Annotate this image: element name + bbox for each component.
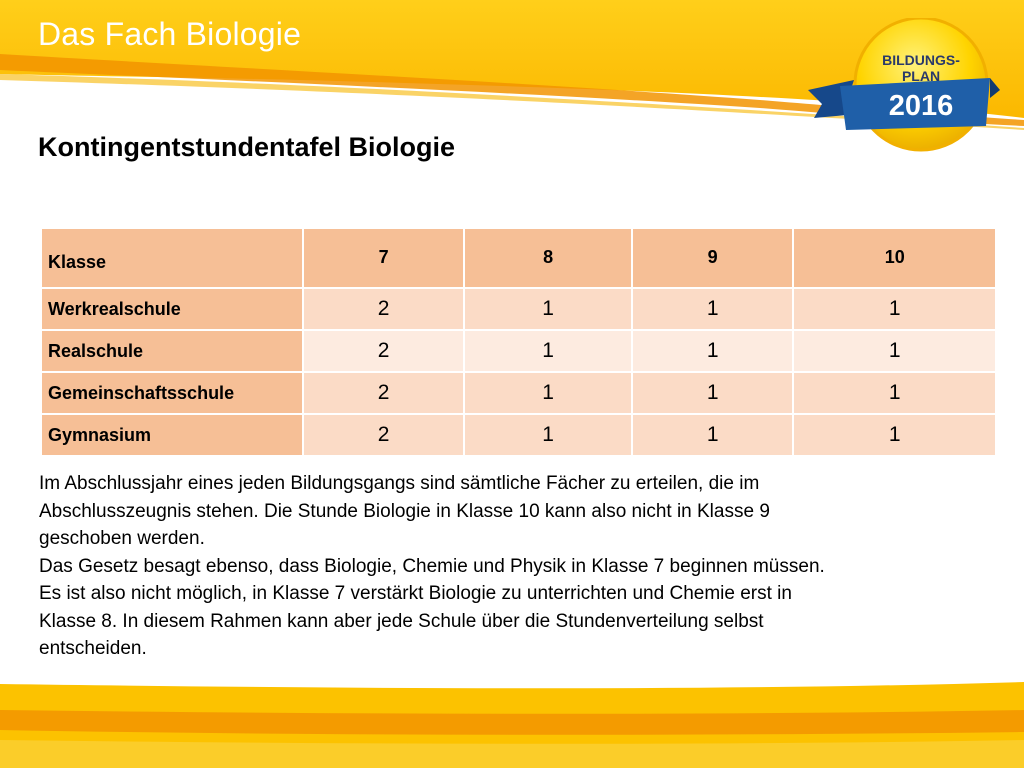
table-cell: 1: [632, 330, 794, 372]
table-cell: 1: [464, 414, 632, 456]
table-cell: 2: [303, 414, 465, 456]
text-line: Im Abschlussjahr eines jeden Bildungsgangs sind sämtliche Fächer zu erteilen, die im: [39, 473, 760, 494]
table-cell: 1: [464, 330, 632, 372]
text-line: Abschlusszeugnis stehen. Die Stunde Biologie in Klasse 10 kann also nicht in Klasse 9: [39, 500, 770, 522]
table-header-cell: Klasse: [41, 228, 303, 288]
table-header-cell: 10: [793, 228, 996, 288]
row-label: Werkrealschule: [41, 288, 303, 330]
page-title: Kontingentstundentafel Biologie: [38, 132, 455, 162]
table-cell: 1: [793, 330, 996, 372]
table-cell: 1: [632, 288, 794, 330]
table-cell: 1: [464, 372, 632, 414]
table-cell: 1: [632, 414, 794, 456]
text-line: geschoben werden.: [39, 528, 205, 549]
text-line: Klasse 8. In diesem Rahmen kann aber jede Schule über die Stundenverteilung selbst: [39, 610, 764, 632]
table-cell: 1: [793, 288, 996, 330]
table-cell: 2: [303, 330, 465, 372]
table-row: [41, 414, 996, 456]
kontingent-table: [40, 227, 997, 457]
text-line: entscheiden.: [39, 638, 147, 659]
explanation-text: [39, 470, 999, 663]
table-header-row: [41, 228, 996, 288]
table-row: [41, 330, 996, 372]
bildungsplan-badge-icon: [800, 18, 1000, 158]
table-cell: 2: [303, 372, 465, 414]
row-label: Gymnasium: [41, 414, 303, 456]
text-line: Es ist also nicht möglich, in Klasse 7 verstärkt Biologie zu unterrichten und Chemie erst in: [39, 583, 792, 604]
table-cell: 1: [793, 372, 996, 414]
table-cell: 1: [464, 288, 632, 330]
footer-band: [0, 670, 1024, 768]
badge-label: BILDUNGS- PLAN: [882, 52, 960, 84]
table-cell: 1: [632, 372, 794, 414]
table-row: [41, 288, 996, 330]
text-line: Das Gesetz besagt ebenso, dass Biologie, Chemie und Physik in Klasse 7 beginnen müssen.: [39, 555, 825, 577]
table-header-cell: 9: [632, 228, 794, 288]
badge-year: 2016: [888, 90, 954, 122]
table-row: [41, 372, 996, 414]
table-header-cell: 7: [303, 228, 465, 288]
table-header-cell: 8: [464, 228, 632, 288]
row-label: Gemeinschaftsschule: [41, 372, 303, 414]
table-cell: 2: [303, 288, 465, 330]
row-label: Realschule: [41, 330, 303, 372]
table-cell: 1: [793, 414, 996, 456]
header-title: Das Fach Biologie: [38, 16, 302, 52]
